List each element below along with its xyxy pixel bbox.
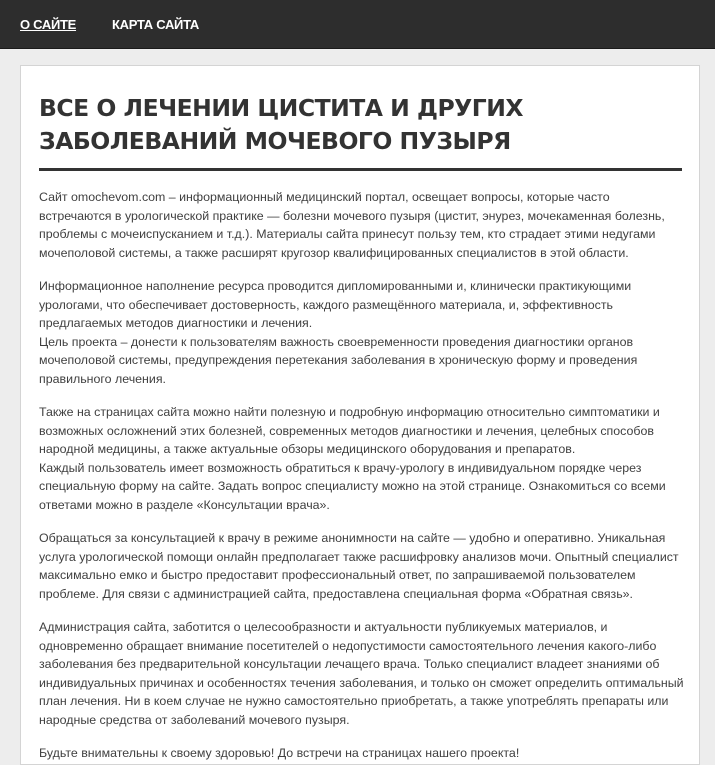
paragraph-text: Каждый пользователь имеет возможность обратиться к врачу-урологу в индивидуальном порядке через специальную форму на сайте. Задать вопрос специалисту можно на этой странице. Ознакомиться со всеми ответами можно в разделе «Консультации врача». — [39, 460, 666, 512]
paragraph-text: Администрация сайта, заботится о целесообразности и актуальности публикуемых материалов, и одновременно обращает внимание посетителей о недопустимости самостоятельного лечения какого-либо заболевания без предварительной консультации лечащего врача. Только специалист владеет знаниями об индивидуальных причинах и особенностях течения заболевания, и только он сможет определить оптимальный план лечения. Ни в коем случае не нужно самостоятельно приобретать, а также употреблять препараты или народные средства от заболеваний мочевого пузыря. — [39, 620, 684, 727]
paragraph-text: Обращаться за консультацией к врачу в режиме анонимности на сайте — удобно и оперативно. Уникальная услуга урологической помощи онлайн предполагает также расшифровку анализов мочи. Опытный специалист максимально емко и быстро предоставит профессиональный ответ, по запрашиваемой пользователем проблеме. Для связи с администрацией сайта, предоставлена специальная форма «Обратная связь». — [39, 531, 679, 601]
article-paragraph-3 — [39, 403, 684, 514]
nav-link-sitemap[interactable]: КАРТА САЙТА — [112, 16, 199, 32]
article-paragraph-2 — [39, 277, 684, 388]
paragraph-text: Информационное наполнение ресурса проводится дипломированными и, клинически практикующими урологами, что обеспечивает достоверность, каждого размещённого материала, и, эффективность предлагаемых методов диагностики и лечения. — [39, 279, 632, 330]
top-navigation-bar — [0, 0, 715, 49]
article-paragraph-1 — [39, 188, 684, 262]
paragraph-text: Сайт omochevom.com – информационный медицинский портал, освещает вопросы, которые часто встречаются в урологической практике — болезни мочевого пузыря (цистит, энурез, мочекаменная болезнь, проблемы с мочеиспусканием и т.д.). Материалы сайта принесут пользу тем, кто страдает этими недугами мочеполовой системы, а также расширят кругозор квалифицированных специалистов в этой области. — [39, 190, 665, 260]
article-paragraph-5 — [39, 618, 684, 729]
article-container — [20, 65, 700, 765]
paragraph-text: Цель проекта – донести к пользователям важность своевременности проведения диагностики органов мочеполовой системы, предупреждения перетекания заболевания в хроническую форму и проведения правильного лечения. — [39, 334, 638, 386]
page-title: ВСЕ О ЛЕЧЕНИИ ЦИСТИТА И ДРУГИХ ЗАБОЛЕВАНИЙ МОЧЕВОГО ПУЗЫРЯ — [39, 94, 524, 155]
article-paragraph-6 — [39, 744, 684, 763]
paragraph-text: Также на страницах сайта можно найти полезную и подробную информацию относительно симптоматики и возможных осложнений этих болезней, современных методов диагностики и лечения, целебных способов народной медицины, а также актуальные обзоры медицинского оборудования и препаратов. — [39, 405, 660, 456]
nav-link-about[interactable]: О САЙТЕ — [20, 16, 77, 32]
title-divider — [39, 168, 682, 171]
article-paragraph-4 — [39, 529, 684, 603]
paragraph-text: Будьте внимательны к своему здоровью! До встречи на страницах нашего проекта! — [39, 746, 520, 760]
